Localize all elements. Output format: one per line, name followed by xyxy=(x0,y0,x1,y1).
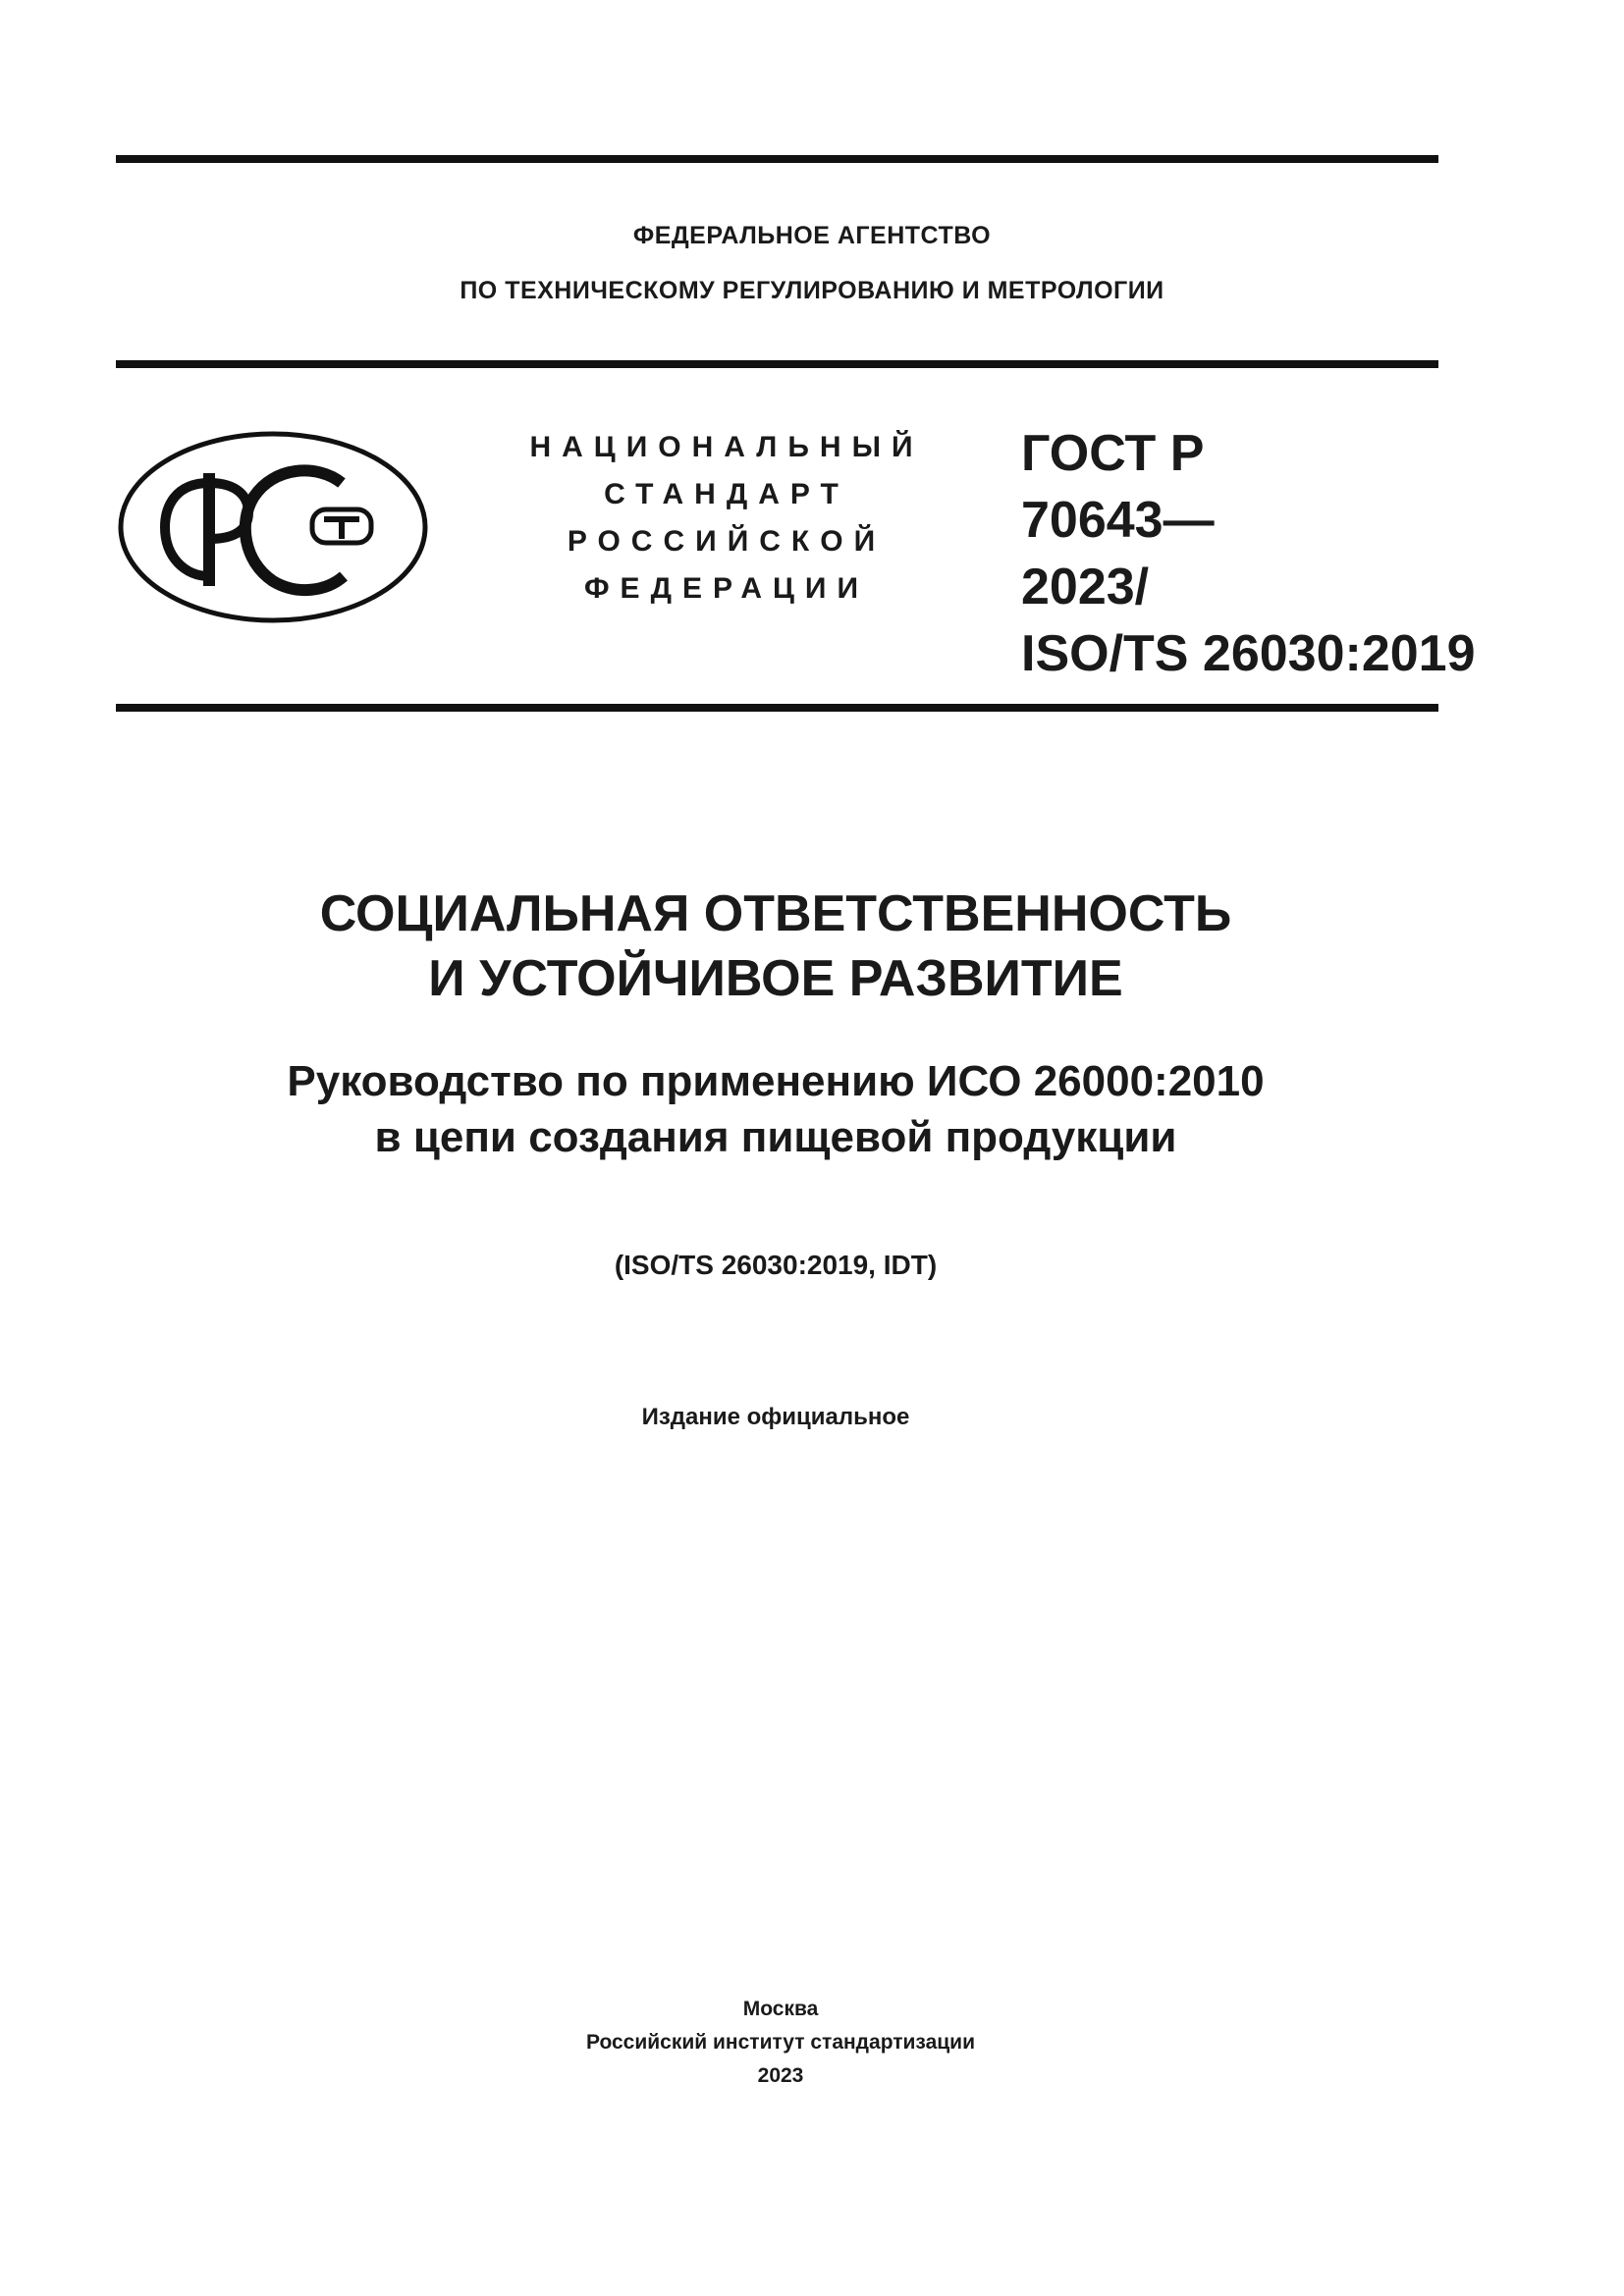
edition-label: Издание официальное xyxy=(641,1404,910,1430)
footer-publisher: Российский институт стандартизации xyxy=(585,2031,976,2054)
designation-line-1: ГОСТ Р xyxy=(1021,425,1205,482)
main-title-line-2: И УСТОЙЧИВОЕ РАЗВИТИЕ xyxy=(428,950,1123,1007)
main-title-line-1: СОЦИАЛЬНАЯ ОТВЕТСТВЕННОСТЬ xyxy=(319,885,1232,942)
identity-note: (ISO/TS 26030:2019, IDT) xyxy=(614,1250,938,1280)
top-rule xyxy=(116,155,1438,163)
agency-line-2: ПО ТЕХНИЧЕСКОМУ РЕГУЛИРОВАНИЮ И МЕТРОЛОГИИ xyxy=(460,277,1164,304)
national-standard-line-3: РОССИЙСКОЙ xyxy=(567,525,887,558)
subtitle xyxy=(0,1053,1551,1165)
footer-city: Москва xyxy=(742,1998,819,2020)
header-bottom-rule xyxy=(116,704,1438,712)
standard-designation xyxy=(1021,420,1476,687)
national-standard-line-4: ФЕДЕРАЦИИ xyxy=(583,572,870,605)
footer-year: 2023 xyxy=(757,2064,804,2087)
rst-logo-icon xyxy=(116,429,430,645)
national-standard-line-1: НАЦИОНАЛЬНЫЙ xyxy=(529,431,924,463)
publisher-footer xyxy=(0,1993,1561,2093)
agency-line-1: ФЕДЕРАЛЬНОЕ АГЕНТСТВО xyxy=(632,222,992,249)
national-standard-line-2: СТАНДАРТ xyxy=(604,478,849,510)
designation-line-4: ISO/TS 26030:2019 xyxy=(1021,625,1476,682)
subtitle-line-2: в цепи создания пищевой продукции xyxy=(374,1113,1177,1161)
designation-line-3: 2023/ xyxy=(1021,559,1150,615)
national-standard-label xyxy=(511,424,943,613)
header-divider-rule xyxy=(116,360,1438,368)
subtitle-line-1: Руководство по применению ИСО 26000:2010 xyxy=(287,1057,1265,1105)
designation-line-2: 70643— xyxy=(1021,492,1215,549)
main-title xyxy=(0,881,1551,1011)
